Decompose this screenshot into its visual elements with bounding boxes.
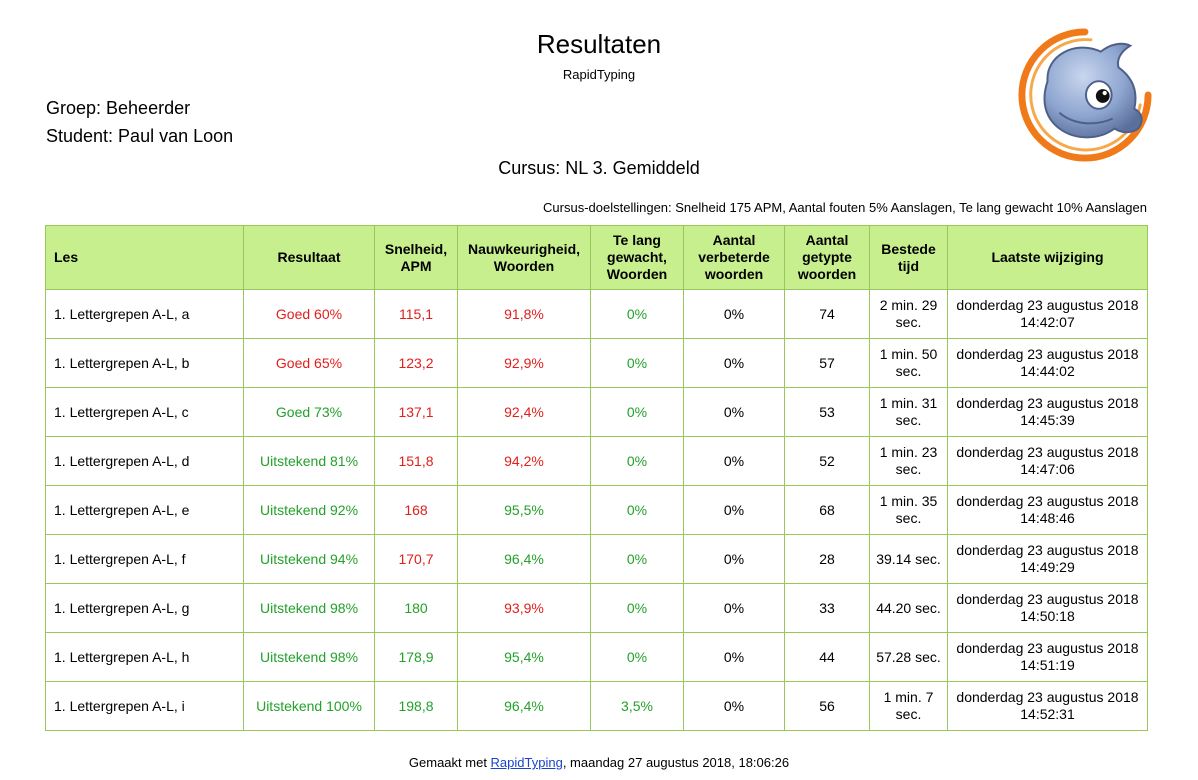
cell-laatste-wijziging: donderdag 23 augustus 2018 14:45:39 xyxy=(948,388,1148,437)
cell-aantal-verbeterde: 0% xyxy=(684,682,785,731)
cell-aantal-verbeterde: 0% xyxy=(684,339,785,388)
table-row xyxy=(46,437,1148,486)
cell-aantal-verbeterde: 0% xyxy=(684,290,785,339)
table-row xyxy=(46,584,1148,633)
cell-snelheid: 180 xyxy=(375,584,458,633)
cell-aantal-getypte: 28 xyxy=(785,535,870,584)
cell-laatste-wijziging: donderdag 23 augustus 2018 14:42:07 xyxy=(948,290,1148,339)
cell-resultaat: Uitstekend 100% xyxy=(244,682,375,731)
table-row xyxy=(46,290,1148,339)
cell-te-lang-gewacht: 0% xyxy=(591,437,684,486)
cell-snelheid: 168 xyxy=(375,486,458,535)
cell-bestede-tijd: 1 min. 7 sec. xyxy=(870,682,948,731)
column-header-bestede-tijd: Bestede tijd xyxy=(870,226,948,290)
cell-nauwkeurigheid: 95,5% xyxy=(458,486,591,535)
rapidtyping-fish-logo-icon xyxy=(1016,26,1154,164)
table-row xyxy=(46,388,1148,437)
cell-nauwkeurigheid: 91,8% xyxy=(458,290,591,339)
column-header-aantal-verbeterde: Aantal verbeterde woorden xyxy=(684,226,785,290)
cell-resultaat: Uitstekend 98% xyxy=(244,633,375,682)
cell-aantal-verbeterde: 0% xyxy=(684,437,785,486)
cell-laatste-wijziging: donderdag 23 augustus 2018 14:49:29 xyxy=(948,535,1148,584)
cell-snelheid: 123,2 xyxy=(375,339,458,388)
cell-nauwkeurigheid: 93,9% xyxy=(458,584,591,633)
cell-les: 1. Lettergrepen A-L, a xyxy=(46,290,244,339)
cell-resultaat: Uitstekend 92% xyxy=(244,486,375,535)
cell-resultaat: Goed 65% xyxy=(244,339,375,388)
cell-les: 1. Lettergrepen A-L, c xyxy=(46,388,244,437)
cell-aantal-getypte: 57 xyxy=(785,339,870,388)
cell-laatste-wijziging: donderdag 23 augustus 2018 14:44:02 xyxy=(948,339,1148,388)
results-table xyxy=(45,225,1148,731)
column-header-aantal-getypte: Aantal getypte woorden xyxy=(785,226,870,290)
cell-aantal-getypte: 52 xyxy=(785,437,870,486)
cell-te-lang-gewacht: 3,5% xyxy=(591,682,684,731)
cell-aantal-getypte: 74 xyxy=(785,290,870,339)
cell-bestede-tijd: 1 min. 50 sec. xyxy=(870,339,948,388)
cell-laatste-wijziging: donderdag 23 augustus 2018 14:50:18 xyxy=(948,584,1148,633)
cell-les: 1. Lettergrepen A-L, d xyxy=(46,437,244,486)
cell-resultaat: Uitstekend 81% xyxy=(244,437,375,486)
column-header-laatste-wijziging: Laatste wijziging xyxy=(948,226,1148,290)
cell-aantal-verbeterde: 0% xyxy=(684,633,785,682)
cell-aantal-getypte: 53 xyxy=(785,388,870,437)
footer-prefix: Gemaakt met xyxy=(408,755,491,770)
cell-aantal-verbeterde: 0% xyxy=(684,388,785,437)
column-header-te-lang-gewacht: Te lang gewacht, Woorden xyxy=(591,226,684,290)
cell-bestede-tijd: 57.28 sec. xyxy=(870,633,948,682)
table-row xyxy=(46,486,1148,535)
cell-snelheid: 137,1 xyxy=(375,388,458,437)
cell-nauwkeurigheid: 96,4% xyxy=(458,535,591,584)
cell-bestede-tijd: 2 min. 29 sec. xyxy=(870,290,948,339)
rapidtyping-link[interactable]: RapidTyping xyxy=(490,755,563,770)
cell-aantal-getypte: 56 xyxy=(785,682,870,731)
cell-bestede-tijd: 39.14 sec. xyxy=(870,535,948,584)
cell-resultaat: Goed 60% xyxy=(244,290,375,339)
cell-te-lang-gewacht: 0% xyxy=(591,584,684,633)
footer-suffix: , maandag 27 augustus 2018, 18:06:26 xyxy=(562,755,790,770)
column-header-les: Les xyxy=(46,226,244,290)
cell-bestede-tijd: 44.20 sec. xyxy=(870,584,948,633)
cell-les: 1. Lettergrepen A-L, i xyxy=(46,682,244,731)
page-subtitle: RapidTyping xyxy=(562,67,636,82)
cell-nauwkeurigheid: 96,4% xyxy=(458,682,591,731)
cell-les: 1. Lettergrepen A-L, g xyxy=(46,584,244,633)
footer xyxy=(0,755,1198,771)
cell-les: 1. Lettergrepen A-L, h xyxy=(46,633,244,682)
column-header-nauwkeurigheid: Nauwkeurigheid, Woorden xyxy=(458,226,591,290)
cell-nauwkeurigheid: 94,2% xyxy=(458,437,591,486)
cell-te-lang-gewacht: 0% xyxy=(591,388,684,437)
cell-laatste-wijziging: donderdag 23 augustus 2018 14:51:19 xyxy=(948,633,1148,682)
cell-aantal-getypte: 68 xyxy=(785,486,870,535)
cell-aantal-getypte: 33 xyxy=(785,584,870,633)
cell-laatste-wijziging: donderdag 23 augustus 2018 14:47:06 xyxy=(948,437,1148,486)
column-header-resultaat: Resultaat xyxy=(244,226,375,290)
table-row xyxy=(46,633,1148,682)
cell-te-lang-gewacht: 0% xyxy=(591,633,684,682)
group-label: Groep: Beheerder xyxy=(46,98,191,118)
student-label: Student: Paul van Loon xyxy=(46,126,234,146)
cell-nauwkeurigheid: 92,9% xyxy=(458,339,591,388)
cell-nauwkeurigheid: 92,4% xyxy=(458,388,591,437)
column-header-snelheid: Snelheid, APM xyxy=(375,226,458,290)
cell-aantal-verbeterde: 0% xyxy=(684,486,785,535)
course-goals: Cursus-doelstellingen: Snelheid 175 APM, Aantal fouten 5% Aanslagen, Te lang gewacht 10% Aanslagen xyxy=(543,200,1147,215)
cell-snelheid: 170,7 xyxy=(375,535,458,584)
cell-bestede-tijd: 1 min. 31 sec. xyxy=(870,388,948,437)
cell-resultaat: Uitstekend 94% xyxy=(244,535,375,584)
cell-laatste-wijziging: donderdag 23 augustus 2018 14:48:46 xyxy=(948,486,1148,535)
cell-snelheid: 115,1 xyxy=(375,290,458,339)
table-row xyxy=(46,535,1148,584)
cell-te-lang-gewacht: 0% xyxy=(591,535,684,584)
cell-les: 1. Lettergrepen A-L, b xyxy=(46,339,244,388)
cell-aantal-verbeterde: 0% xyxy=(684,535,785,584)
cell-te-lang-gewacht: 0% xyxy=(591,339,684,388)
cell-snelheid: 151,8 xyxy=(375,437,458,486)
cell-laatste-wijziging: donderdag 23 augustus 2018 14:52:31 xyxy=(948,682,1148,731)
cell-te-lang-gewacht: 0% xyxy=(591,290,684,339)
cell-resultaat: Goed 73% xyxy=(244,388,375,437)
cell-aantal-verbeterde: 0% xyxy=(684,584,785,633)
cell-snelheid: 198,8 xyxy=(375,682,458,731)
course-label: Cursus: NL 3. Gemiddeld xyxy=(498,158,700,178)
cell-aantal-getypte: 44 xyxy=(785,633,870,682)
table-header-row xyxy=(46,226,1148,290)
cell-les: 1. Lettergrepen A-L, f xyxy=(46,535,244,584)
cell-bestede-tijd: 1 min. 23 sec. xyxy=(870,437,948,486)
table-row xyxy=(46,339,1148,388)
table-row xyxy=(46,682,1148,731)
cell-resultaat: Uitstekend 98% xyxy=(244,584,375,633)
cell-bestede-tijd: 1 min. 35 sec. xyxy=(870,486,948,535)
cell-nauwkeurigheid: 95,4% xyxy=(458,633,591,682)
cell-snelheid: 178,9 xyxy=(375,633,458,682)
cell-les: 1. Lettergrepen A-L, e xyxy=(46,486,244,535)
cell-te-lang-gewacht: 0% xyxy=(591,486,684,535)
page-title: Resultaten xyxy=(536,29,662,59)
